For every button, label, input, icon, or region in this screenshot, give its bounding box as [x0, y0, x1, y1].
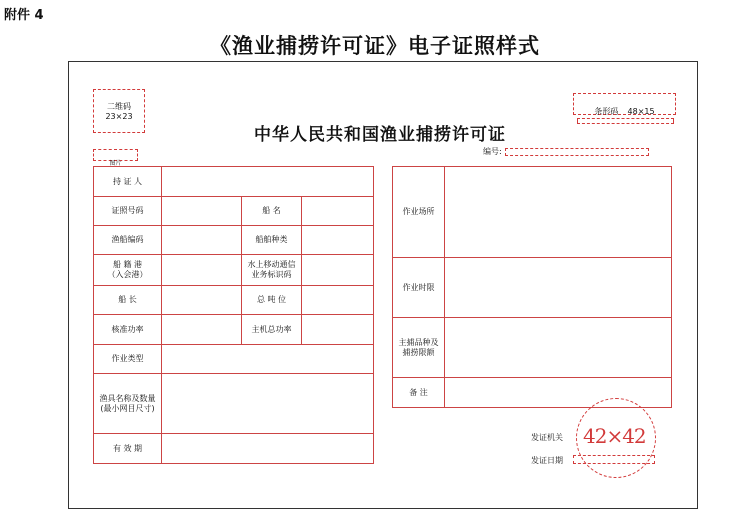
gear-label-line2: (最小网目尺寸) — [100, 403, 155, 413]
seal-size: 42×42 — [583, 424, 646, 448]
holder-value — [162, 167, 374, 197]
main-engine-power-label: 主机总功率 — [242, 315, 302, 345]
id-number-label: 证照号码 — [94, 197, 162, 226]
gear-value — [162, 374, 374, 434]
vessel-code-value — [162, 226, 242, 255]
species-quota-label-line2: 捕捞限额 — [402, 347, 435, 357]
issuing-authority-label: 发证机关 — [531, 433, 563, 442]
gross-tonnage-label: 总 吨 位 — [242, 286, 302, 315]
validity-label: 有 效 期 — [94, 434, 162, 464]
vessel-code-label: 渔船编码 — [94, 226, 162, 255]
home-port-value — [162, 255, 242, 286]
right-info-table — [392, 166, 672, 408]
qr-code-label: 二维码 — [107, 102, 131, 111]
serial-label: 编号: — [483, 147, 502, 156]
barcode-size: 48×15 — [627, 107, 655, 116]
barcode-placeholder — [573, 93, 676, 115]
barcode-label: 条形码 — [594, 107, 619, 116]
photo-placeholder — [93, 149, 138, 167]
id-number-value — [162, 197, 242, 226]
home-port-label — [94, 255, 162, 286]
photo-label: 图片 — [109, 160, 122, 167]
main-engine-power-value — [302, 315, 374, 345]
remarks-value — [445, 378, 672, 408]
home-port-label-line2: （入会港） — [107, 270, 148, 279]
approved-power-value — [162, 315, 242, 345]
attachment-label: 附件 4 — [4, 8, 44, 23]
qr-code-placeholder — [93, 89, 145, 133]
maritime-id-value — [302, 255, 374, 286]
gear-label-line1: 渔具名称及数量 — [99, 393, 156, 403]
length-label: 船 长 — [94, 286, 162, 315]
operation-area-label: 作业场所 — [393, 167, 445, 258]
ship-name-label: 船 名 — [242, 197, 302, 226]
operation-time-label: 作业时限 — [393, 258, 445, 318]
maritime-id-label-line2: 业务标识码 — [251, 270, 292, 279]
certificate-title: 中华人民共和国渔业捕捞许可证 — [254, 125, 506, 145]
operation-time-value — [445, 258, 672, 318]
issue-date-label: 发证日期 — [531, 456, 563, 465]
qr-code-size: 23×23 — [105, 112, 133, 121]
operation-area-value — [445, 167, 672, 258]
holder-label: 持 证 人 — [94, 167, 162, 197]
maritime-id-label — [242, 255, 302, 286]
gross-tonnage-value — [302, 286, 374, 315]
maritime-id-label-line1: 水上移动通信 — [247, 260, 296, 270]
barcode-number-line — [577, 118, 674, 124]
operation-type-value — [162, 345, 374, 374]
document-title: 《渔业捕捞许可证》电子证照样式 — [210, 33, 540, 58]
length-value — [162, 286, 242, 315]
validity-value — [162, 434, 374, 464]
species-quota-value — [445, 318, 672, 378]
remarks-label: 备 注 — [393, 378, 445, 408]
species-quota-label-line1: 主捕品种及 — [398, 337, 439, 347]
approved-power-label: 核准功率 — [94, 315, 162, 345]
operation-type-label: 作业类型 — [94, 345, 162, 374]
vessel-type-label: 船舶种类 — [242, 226, 302, 255]
gear-label — [94, 374, 162, 434]
vessel-type-value — [302, 226, 374, 255]
ship-name-value — [302, 197, 374, 226]
species-quota-label — [393, 318, 445, 378]
serial-number-field — [505, 148, 649, 156]
home-port-label-line1: 船 籍 港 — [112, 260, 143, 270]
left-info-table — [93, 166, 374, 464]
